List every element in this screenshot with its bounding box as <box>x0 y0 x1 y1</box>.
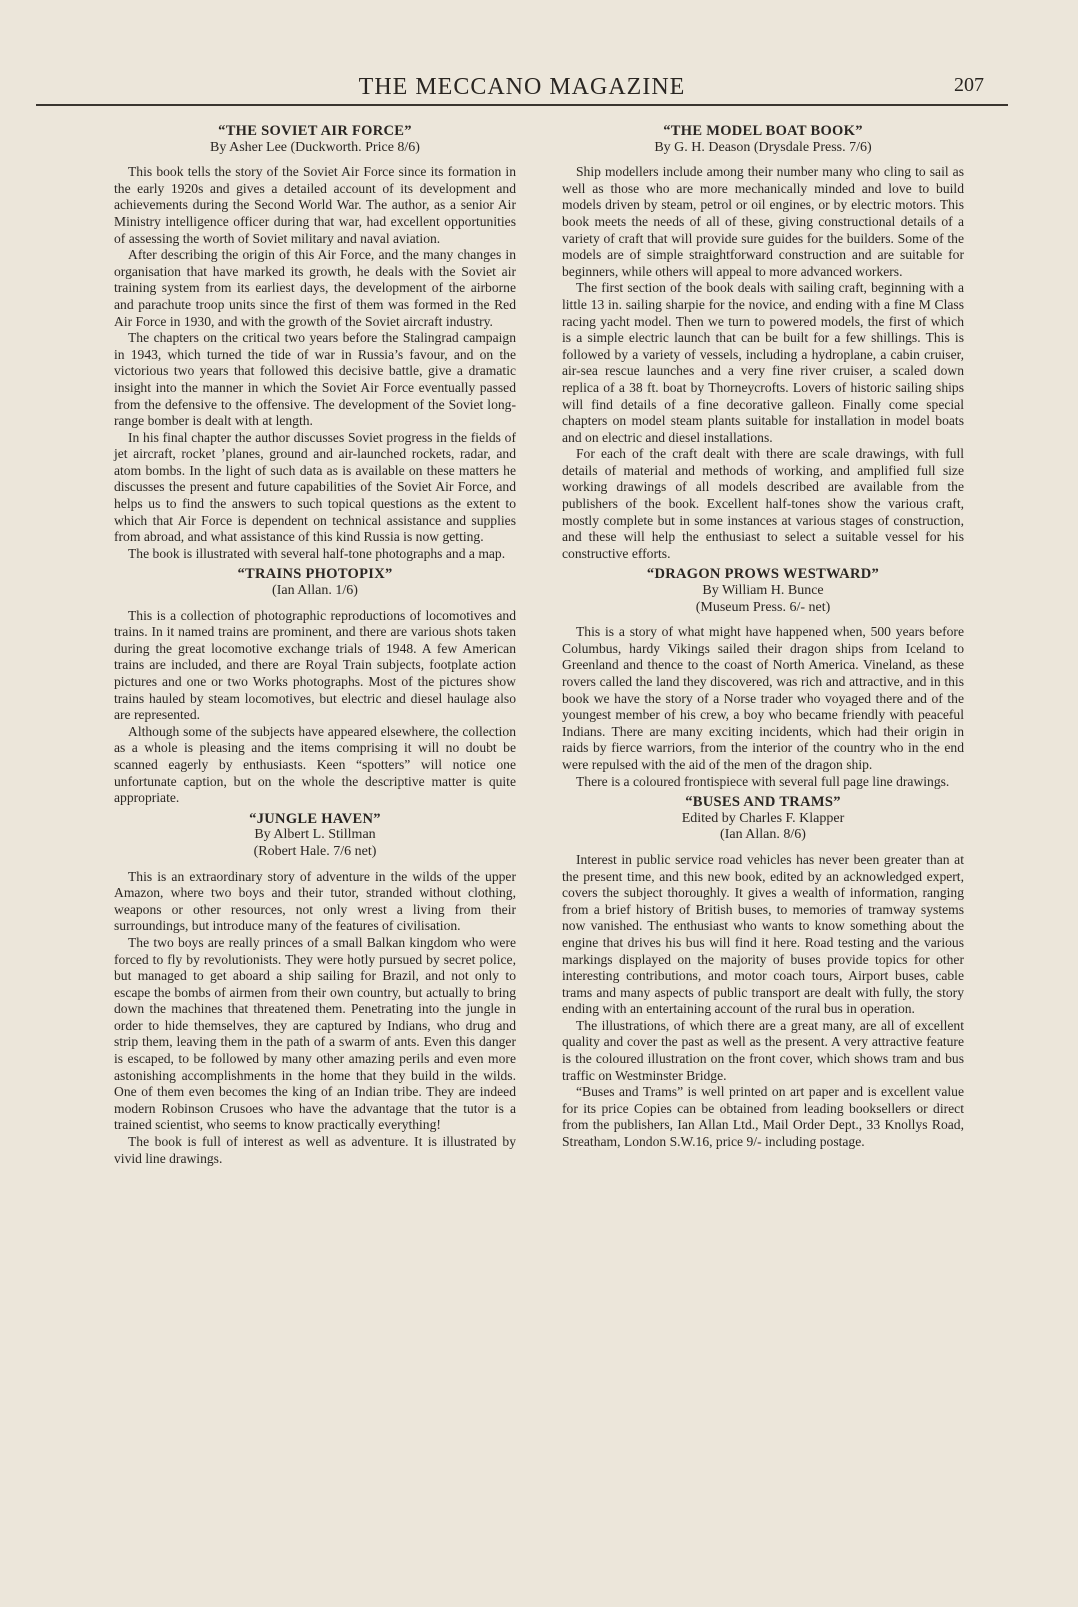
review-title: “THE MODEL BOAT BOOK” <box>663 123 863 139</box>
page-header <box>36 70 1008 106</box>
review-paragraph: The book is illustrated with several half-tone photographs and a map. <box>128 545 506 561</box>
review-paragraph: The first section of the book deals with sailing craft, beginning with a little 13 in. sailing sharpie for the novice, and ending with a fine M Class racing yacht model. Then we turn to powered models, the first of which is a simple electric launch that can be built for a few shillings. This is followed by a variety of vessels, including a hydroplane, a cabin cruiser, air-sea rescue launches and a very fine river cruiser, a scaled down replica of a 38 ft. boat by Thorneycrofts. Lovers of historic sailing ships will find details of a fine decorative galleon. Finally come special chapters on model steam plants suitable for installation in model boats and on electric and diesel installations. <box>562 280 964 445</box>
review-byline: By Asher Lee (Duckworth. Price 8/6) <box>210 139 420 155</box>
review-paragraph: The book is full of interest as well as adventure. It is illustrated by vivid line drawings. <box>114 1134 516 1166</box>
review-byline: By William H. Bunce <box>702 583 824 599</box>
review-paragraph: The two boys are really princes of a small Balkan kingdom who were forced to fly by revolutionists. They were hotly pursued by secret police, but managed to get aboard a ship sailing for Brazil, and not only to escape the bombs of airmen from their own country, but actually to bring down the machines that threatened them. Penetrating into the jungle in order to hide themselves, they are captured by Indians, who drug and strip them, leaving them in the path of a swarm of ants. Even this danger is escaped, to be followed by many other amazing perils and even more astonishing accomplishments in the home that they build in the wilds. One of them even becomes the king of an Indian tribe. They are indeed modern Robinson Crusoes who have the advantage that the tutor is a trained scientist, who seems to know practically everything! <box>114 934 516 1133</box>
review-title: “TRAINS PHOTOPIX” <box>237 566 393 583</box>
magazine-title: THE MECCANO MAGAZINE <box>358 74 686 100</box>
review-paragraph: Although some of the subjects have appeared elsewhere, the collection as a whole is pleasing and the items comprising it will no doubt be scanned eagerly by enthusiasts. Keen “spotters” will notice one unfortunate caption, but on the whole the descriptive matter is quite appropriate. <box>114 723 516 806</box>
review-paragraph: Ship modellers include among their number many who cling to sail as well as those who are more mechanically minded and love to build models driven by steam, petrol or oil engines, or by electric motors. This book meets the needs of all of these, giving constructional details of a variety of craft that will provide sure guides for the builders. Some of the models are of simple straightforward construction and are suitable for beginners, while others will appeal to more advanced workers. <box>562 164 964 279</box>
review-paragraph: In his final chapter the author discusses Soviet progress in the fields of jet aircraft, rocket ’planes, ground and air-launched rockets, radar, and atom bombs. In the light of such data as is available on these matters he discusses the present and future capabilities of the Soviet Air Force, and helps us to find the answers to such topical questions as the extent to which that Air Force is dependent on technical assistance and supplies from abroad, and what assistance of this kind Russia is now getting. <box>114 429 516 545</box>
review-byline: Edited by Charles F. Klapper <box>681 810 845 826</box>
review-section <box>562 123 964 562</box>
review-section <box>114 811 516 1167</box>
review-paragraph: The illustrations, of which there are a great many, are all of excellent quality and cover the past as well as the present. A very attractive feature is the coloured illustration on the front cover, which shows tram and bus traffic on Westminster Bridge. <box>562 1017 964 1083</box>
review-title: “DRAGON PROWS WESTWARD” <box>646 566 880 583</box>
review-paragraph: There is a coloured frontispiece with several full page line drawings. <box>576 773 950 789</box>
review-section <box>114 566 516 806</box>
review-publisher: (Museum Press. 6/- net) <box>695 599 831 615</box>
review-paragraph: The chapters on the critical two years before the Stalingrad campaign in 1943, which turned the tide of war in Russia’s favour, and on the victorious two years that followed this decisive battle, give a dramatic insight into the manner in which the Soviet Air Force eventually passed from the defensive to the offensive. The development of the Soviet long-range bomber is dealt with at length. <box>114 330 516 429</box>
review-section <box>562 566 964 790</box>
page-number: 207 <box>954 74 984 96</box>
review-byline: By G. H. Deason (Drysdale Press. 7/6) <box>654 139 872 155</box>
review-title: “BUSES AND TRAMS” <box>685 794 841 811</box>
review-publisher: (Ian Allan. 1/6) <box>272 583 358 599</box>
review-byline: By Albert L. Stillman <box>254 827 376 843</box>
right-column <box>562 123 964 1155</box>
review-publisher: (Ian Allan. 8/6) <box>720 827 806 843</box>
review-paragraph: This is a story of what might have happened when, 500 years before Columbus, hardy Vikings sailed their dragon ships from Iceland to Greenland and thence to the coast of North America. Vineland, as these rovers called the land they discovered, was rich and attractive, and in this book we have the story of a Norse trader who voyaged there and of the youngest member of his crew, a boy who became friendly with peaceful Indians. There are many exciting incidents, which had their origin in raids by fierce warriors, from the interior of the country who in the end were repulsed with the aid of the men of the dragon ship. <box>562 624 964 772</box>
review-paragraph: For each of the craft dealt with there are scale drawings, with full details of material and methods of working, and amplified full size working drawings of all models described are available from the publishers of the book. Excellent half-tones show the various craft, mostly complete but in some instances at various stages of construction, and these will help the enthusiast to select a suitable vessel for his constructive efforts. <box>562 446 964 561</box>
review-paragraph: “Buses and Trams” is well printed on art paper and is excellent value for its price Copies can be obtained from leading booksellers or direct from the publishers, Ian Allan Ltd., Mail Order Dept., 33 Knollys Road, Streatham, London S.W.16, price 9/- including postage. <box>562 1084 964 1150</box>
review-paragraph: Interest in public service road vehicles has never been greater than at the present time, and this new book, edited by an acknowledged expert, covers the subject thoroughly. It gives a wealth of information, ranging from a brief history of British buses, to memories of tramway systems now vanished. The enthusiast who wants to know something about the engine that drives his bus will find it here. Road testing and the various markings displayed on the majority of buses provide topics for other interesting contributions, and motor coach tours, Airport buses, cable trams and many aspects of public transport are dealt with fully, the story ending with an entertaining account of the rural bus in operation. <box>562 851 964 1017</box>
review-section <box>562 794 964 1150</box>
review-paragraph: This book tells the story of the Soviet Air Force since its formation in the early 1920s and gives a detailed account of its development and achievements during the Second World War. The author, as a senior Air Ministry intelligence officer during that war, had excellent opportunities of assessing the worth of Soviet military and naval aviation. <box>114 164 516 246</box>
review-paragraph: This is a collection of photographic reproductions of locomotives and trains. In it named trains are prominent, and there are various shots taken during the great locomotive exchange trials of 1948. A few American trains are included, and there are Royal Train subjects, footplate action pictures and one or two Works photographs. Most of the pictures show trains hauled by steam locomotives, but electric and diesel haulage also are represented. <box>114 607 516 723</box>
left-column <box>114 123 516 1171</box>
review-section <box>114 123 516 562</box>
review-paragraph: This is an extraordinary story of adventure in the wilds of the upper Amazon, where two boys and their tutor, stranded without clothing, weapons or other resources, not only wrest a living from their surroundings, but introduce many of the features of civilisation. <box>114 868 516 934</box>
review-title: “JUNGLE HAVEN” <box>249 810 381 827</box>
review-paragraph: After describing the origin of this Air Force, and the many changes in organisation that have marked its growth, he deals with the Soviet air training system from its earliest days, the development of the airborne and parachute troop units since the first of them was formed in the Red Air Force in 1930, and with the growth of the Soviet aircraft industry. <box>114 247 516 329</box>
review-publisher: (Robert Hale. 7/6 net) <box>253 843 377 859</box>
review-title: “THE SOVIET AIR FORCE” <box>218 123 412 139</box>
